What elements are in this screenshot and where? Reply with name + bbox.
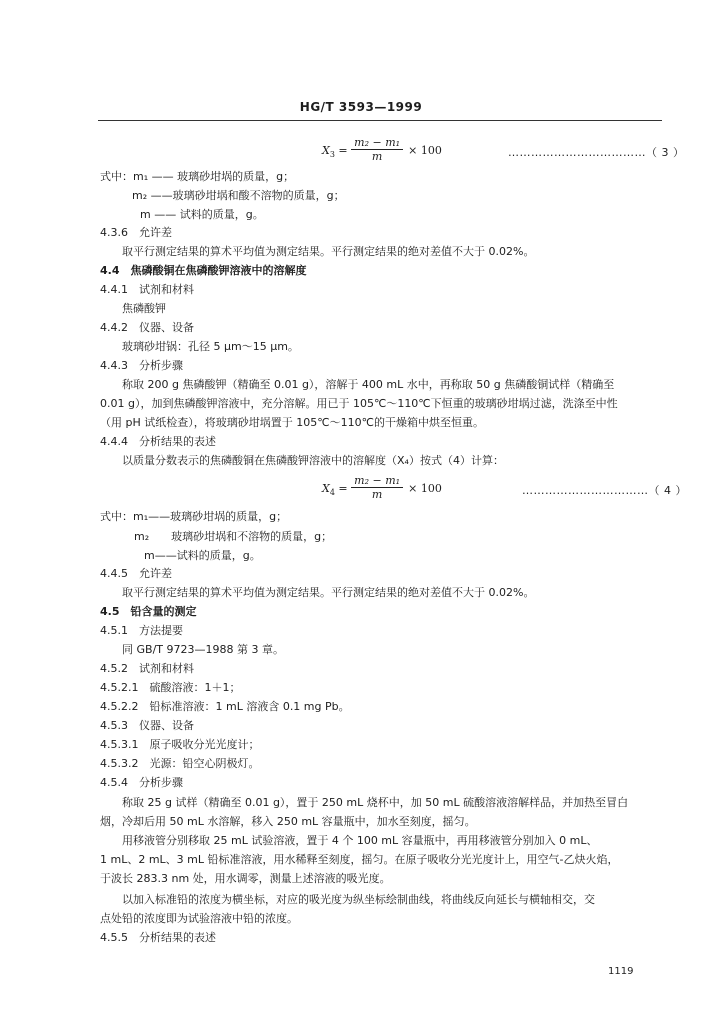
body-text: 取平行测定结果的算术平均值为测定结果。平行测定结果的绝对差值不大于 0.02%。: [122, 586, 535, 599]
standard-number: HG/T 3593—1999: [299, 100, 423, 114]
body-text: 同 GB/T 9723—1988 第 3 章。: [122, 643, 284, 656]
body-text: 用移液管分别移取 25 mL 试验溶液，置于 4 个 100 mL 容量瓶中，再用移液管分别加入 0 mL、: [122, 834, 598, 847]
body-text: 以加入标准铅的浓度为横坐标，对应的吸光度为纵坐标绘制曲线，将曲线反向延长与横轴相交，交: [122, 893, 595, 906]
body-text: 于波长 283.3 nm 处，用水调零，测量上述溶液的吸光度。: [100, 872, 391, 885]
body-text: 称取 200 g 焦磷酸钾（精确至 0.01 g），溶解于 400 mL 水中，再称取 50 g 焦磷酸铜试样（精确至: [122, 378, 615, 391]
where-4-line: m₂ 玻璃砂坩埚和不溶物的质量，g；: [134, 530, 333, 543]
clause-heading: 4.5.3.1 原子吸收分光光度计；: [100, 738, 260, 751]
formula-3: $X_3$ = $\frac{\text{m₂ − m₁}}{m}$ × 100: [322, 136, 442, 163]
body-text: 以质量分数表示的焦磷酸铜在焦磷酸钾溶液中的溶解度（X₄）按式（4）计算：: [122, 454, 504, 467]
body-text: 称取 25 g 试样（精确至 0.01 g），置于 250 mL 烧杯中，加 50 mL 硫酸溶液溶解样品，并加热至冒白: [122, 796, 629, 809]
body-text: 点处铅的浓度即为试验溶液中铅的浓度。: [100, 912, 298, 925]
clause-heading: 4.4.3 分析步骤: [100, 359, 183, 372]
clause-heading: 4.5.2 试剂和材料: [100, 662, 194, 675]
clause-heading: 4.4.1 试剂和材料: [100, 283, 194, 296]
clause-heading: 4.4.4 分析结果的表述: [100, 435, 216, 448]
body-text: （用 pH 试纸检查），将玻璃砂坩埚置于 105℃～110℃的干燥箱中烘至恒重。: [100, 416, 484, 429]
clause-heading: 4.3.6 允许差: [100, 226, 172, 239]
formula-4: $X_4$ = $\frac{\text{m₂ − m₁}}{m}$ × 100: [322, 474, 442, 501]
header-rule: [98, 120, 662, 121]
where-3-line: 式中：m₁ —— 玻璃砂坩埚的质量，g；: [100, 170, 295, 183]
clause-heading: 4.5.4 分析步骤: [100, 776, 183, 789]
section-heading: 4.4 焦磷酸铜在焦磷酸钾溶液中的溶解度: [100, 264, 307, 277]
where-4-line: 式中：m₁——玻璃砂坩埚的质量，g；: [100, 510, 288, 523]
clause-heading: 4.5.3.2 光源：铅空心阴极灯。: [100, 757, 260, 770]
body-text: 取平行测定结果的算术平均值为测定结果。平行测定结果的绝对差值不大于 0.02%。: [122, 245, 535, 258]
formula-4-fraction: $\frac{\text{m₂ − m₁}}{m}$: [351, 474, 403, 501]
body-text: 1 mL、2 mL、3 mL 铅标准溶液，用水稀释至刻度，摇匀。在原子吸收分光光度计上，用空气-乙炔火焰，: [100, 853, 619, 866]
clause-heading: 4.5.2.2 铅标准溶液：1 mL 溶液含 0.1 mg Pb。: [100, 700, 350, 713]
page-number: 1119: [608, 966, 634, 977]
section-heading: 4.5 铅含量的测定: [100, 605, 197, 618]
clause-heading: 4.5.5 分析结果的表述: [100, 931, 216, 944]
formula-3-fraction: $\frac{\text{m₂ − m₁}}{m}$: [351, 136, 403, 163]
body-text: 烟，冷却后用 50 mL 水溶解，移入 250 mL 容量瓶中，加水至刻度，摇匀。: [100, 815, 476, 828]
body-text: 玻璃砂坩锅：孔径 5 μm～15 μm。: [122, 340, 299, 353]
clause-heading: 4.5.3 仪器、设备: [100, 719, 194, 732]
formula-4-ref: ……………………………（ 4 ）: [522, 484, 687, 497]
body-text: 0.01 g），加到焦磷酸钾溶液中，充分溶解。用已于 105℃～110℃下恒重的玻璃砂坩埚过滤，洗涤至中性: [100, 397, 618, 410]
body-text: 焦磷酸钾: [122, 302, 166, 315]
where-3-line: m —— 试料的质量，g。: [140, 208, 264, 221]
clause-heading: 4.5.1 方法提要: [100, 624, 183, 637]
formula-3-ref: ………………………………（ 3 ）: [508, 146, 685, 159]
clause-heading: 4.5.2.1 硫酸溶液：1＋1；: [100, 681, 241, 694]
clause-heading: 4.4.2 仪器、设备: [100, 321, 194, 334]
clause-heading: 4.4.5 允许差: [100, 567, 172, 580]
where-4-line: m——试料的质量，g。: [144, 549, 261, 562]
where-3-line: m₂ ——玻璃砂坩埚和酸不溶物的质量，g；: [132, 189, 345, 202]
